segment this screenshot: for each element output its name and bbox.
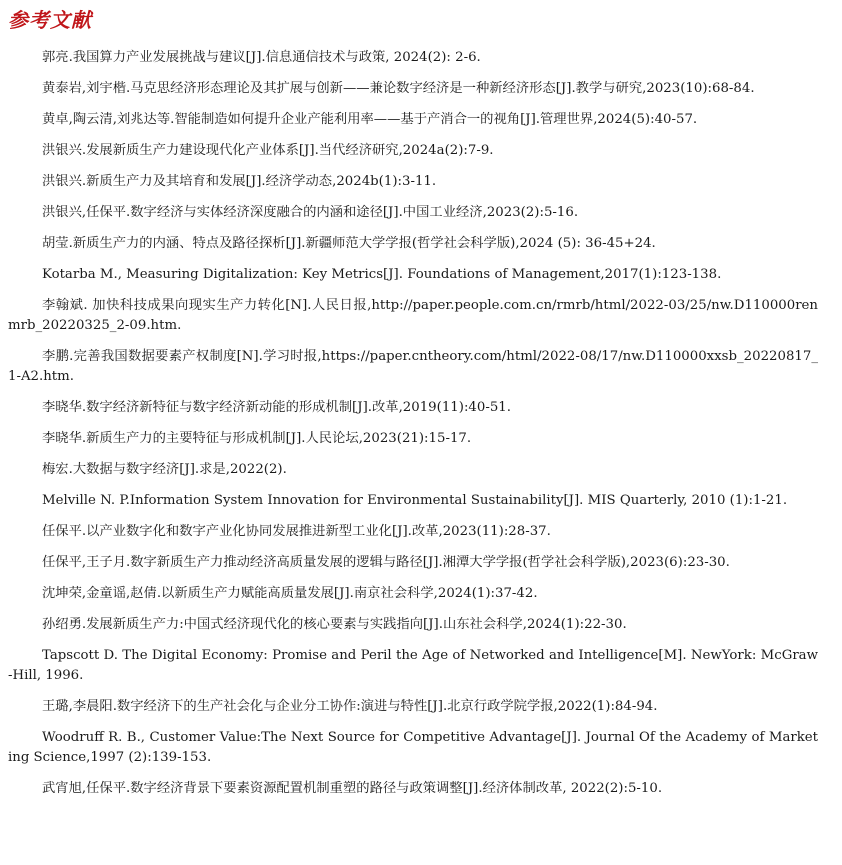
- reference-item: Woodruff R. B., Customer Value:The Next Source for Competitive Advantage[J]. Journal Of the Academy of Marketing Science,1997 (2):139-153.: [8, 730, 818, 765]
- section-heading: 参考文献: [8, 8, 92, 32]
- reference-item: 梅宏.大数据与数字经济[J].求是,2022(2).: [42, 462, 287, 477]
- reference-item: 任保平.以产业数字化和数字产业化协同发展推进新型工业化[J].改革,2023(11):28-37.: [42, 524, 551, 539]
- reference-item: 洪银兴.发展新质生产力建设现代化产业体系[J].当代经济研究,2024a(2):7-9.: [42, 143, 494, 158]
- reference-item: Tapscott D. The Digital Economy: Promise and Peril the Age of Networked and Intelligence[M]. NewYork: McGraw-Hill, 1996.: [8, 648, 818, 683]
- reference-item: 孙绍勇.发展新质生产力:中国式经济现代化的核心要素与实践指向[J].山东社会科学,2024(1):22-30.: [42, 617, 627, 632]
- reference-item: 洪银兴,任保平.数字经济与实体经济深度融合的内涵和途径[J].中国工业经济,2023(2):5-16.: [42, 205, 579, 220]
- reference-item: 郭亮.我国算力产业发展挑战与建议[J].信息通信技术与政策, 2024(2): 2-6.: [42, 50, 481, 65]
- reference-item: 任保平,王子月.数字新质生产力推动经济高质量发展的逻辑与路径[J].湘潭大学学报(哲学社会科学版),2023(6):23-30.: [42, 555, 730, 570]
- reference-item: 李晓华.数字经济新特征与数字经济新动能的形成机制[J].改革,2019(11):40-51.: [42, 400, 511, 415]
- reference-item: 洪银兴.新质生产力及其培育和发展[J].经济学动态,2024b(1):3-11.: [42, 174, 437, 189]
- reference-item: 黄卓,陶云清,刘兆达等.智能制造如何提升企业产能利用率——基于产消合一的视角[J].管理世界,2024(5):40-57.: [42, 112, 698, 127]
- reference-item: 李晓华.新质生产力的主要特征与形成机制[J].人民论坛,2023(21):15-17.: [42, 431, 472, 446]
- reference-item: Kotarba M., Measuring Digitalization: Key Metrics[J]. Foundations of Management,2017(1):123-138.: [42, 267, 722, 282]
- reference-item: 王璐,李晨阳.数字经济下的生产社会化与企业分工协作:演进与特性[J].北京行政学院学报,2022(1):84-94.: [42, 699, 658, 714]
- reference-item: 黄泰岩,刘宇楷.马克思经济形态理论及其扩展与创新——兼论数字经济是一种新经济形态[J].教学与研究,2023(10):68-84.: [42, 81, 755, 96]
- reference-item[interactable]: 李翰斌. 加快科技成果向现实生产力转化[N].人民日报,http://paper.people.com.cn/rmrb/html/2022-03/25/nw.D110000renmrb_20220325_2-09.htm.: [8, 298, 818, 333]
- reference-item: 胡莹.新质生产力的内涵、特点及路径探析[J].新疆师范大学学报(哲学社会科学版),2024 (5): 36-45+24.: [42, 236, 656, 251]
- reference-list: [8, 48, 818, 810]
- reference-item: 沈坤荣,金童谣,赵倩.以新质生产力赋能高质量发展[J].南京社会科学,2024(1):37-42.: [42, 586, 538, 601]
- reference-item[interactable]: 李鹏.完善我国数据要素产权制度[N].学习时报,https://paper.cntheory.com/html/2022-08/17/nw.D110000xxsb_20220817_1-A2.htm.: [8, 349, 818, 384]
- reference-item: Melville N. P.Information System Innovation for Environmental Sustainability[J]. MIS Quarterly, 2010 (1):1-21.: [42, 493, 788, 508]
- reference-item: 武宵旭,任保平.数字经济背景下要素资源配置机制重塑的路径与政策调整[J].经济体制改革, 2022(2):5-10.: [42, 781, 663, 796]
